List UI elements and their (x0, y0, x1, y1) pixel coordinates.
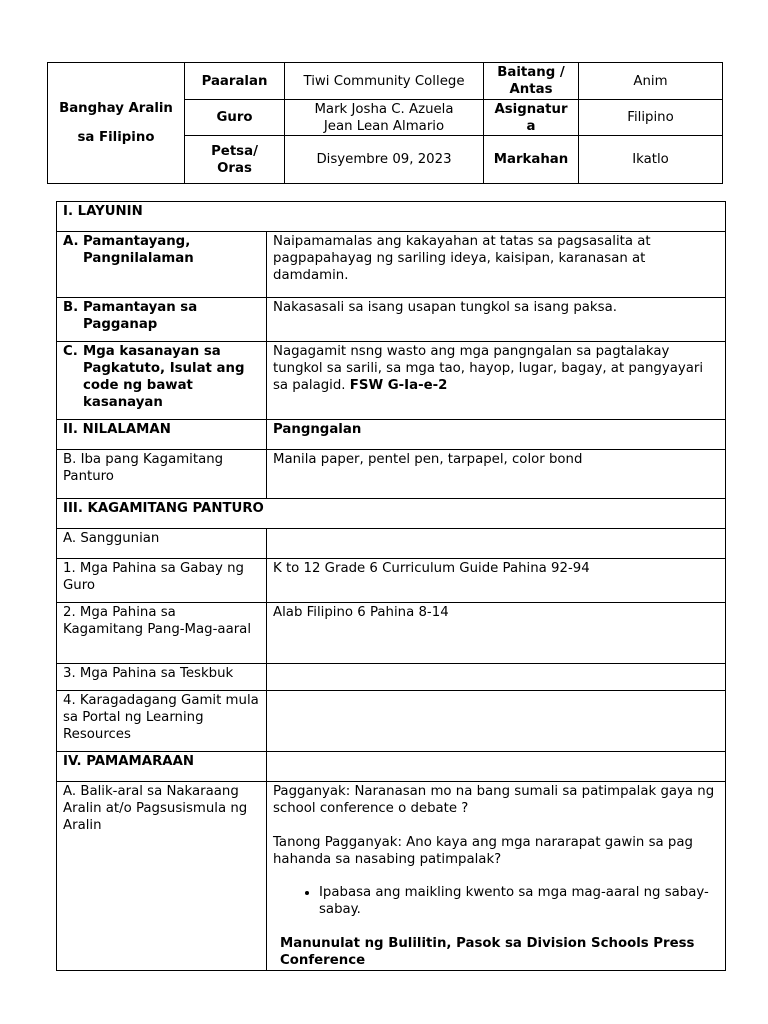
row-value: Naipamamalas ang kakayahan at tatas sa pagsasalita at pagpapahayag ng sariling ideya, kaisipan, karanasan at damdamin. (267, 232, 726, 298)
table-row (57, 232, 726, 298)
table-row (57, 420, 726, 450)
row-label: 3. Mga Pahina sa Teskbuk (57, 664, 267, 691)
table-row (57, 342, 726, 420)
row-value (267, 691, 726, 752)
section-heading: III. KAGAMITANG PANTURO (57, 499, 726, 529)
row-label: 4. Karagadagang Gamit mula sa Portal ng Learning Resources (57, 691, 267, 752)
table-row (57, 499, 726, 529)
pagganyak-text: Pagganyak: Naranasan mo na bang sumali sa patimpalak gaya ng school conference o debate ? (273, 784, 715, 816)
petsa-label: Petsa/ Oras (185, 136, 285, 184)
row-value: Pangngalan (267, 420, 726, 450)
asignatura-value: Filipino (579, 100, 723, 136)
markahan-label: Markahan (484, 136, 579, 184)
list-item: • Ipabasa ang maikling kwento sa mga mag-aaral ng sabay-sabay. (319, 884, 719, 918)
guro-value: Mark Josha C. Azuela Jean Lean Almario (285, 100, 484, 136)
paaralan-value: Tiwi Community College (285, 63, 484, 100)
petsa-value: Disyembre 09, 2023 (285, 136, 484, 184)
header-table (47, 62, 723, 184)
asignatura-label: Asignatur a (484, 100, 579, 136)
table-row (57, 782, 726, 971)
row-value (267, 529, 726, 559)
guro-label: Guro (185, 100, 285, 136)
row-label: 2. Mga Pahina sa Kagamitang Pang-Mag-aaral (57, 603, 267, 664)
row-value (267, 782, 726, 971)
row-value: Alab Filipino 6 Pahina 8-14 (267, 603, 726, 664)
section-heading: I. LAYUNIN (57, 202, 726, 232)
table-row (57, 298, 726, 342)
row-value: K to 12 Grade 6 Curriculum Guide Pahina 92-94 (267, 559, 726, 603)
row-value (267, 664, 726, 691)
baitang-value: Anim (579, 63, 723, 100)
instruction-list (273, 884, 719, 918)
table-row (57, 529, 726, 559)
row-label: A. Balik-aral sa Nakaraang Aralin at/o Pagsusismula ng Aralin (57, 782, 267, 971)
lesson-plan-table (56, 201, 726, 971)
row-label: B. Pamantayan sa Pagganap (63, 300, 198, 332)
row-label: 1. Mga Pahina sa Gabay ng Guro (57, 559, 267, 603)
table-row (57, 450, 726, 499)
table-row (57, 691, 726, 752)
row-value: Manila paper, pentel pen, tarpapel, color bond (267, 450, 726, 499)
table-row (57, 202, 726, 232)
table-row (57, 559, 726, 603)
baitang-label: Baitang / Antas (484, 63, 579, 100)
paaralan-label: Paaralan (185, 63, 285, 100)
section-heading: IV. PAMAMARAAN (57, 752, 267, 782)
competency-code: FSW G-Ia-e-2 (349, 378, 448, 393)
row-label: B. Iba pang Kagamitang Panturo (57, 450, 267, 499)
row-label: A. Sanggunian (57, 529, 267, 559)
table-row (57, 752, 726, 782)
row-label: C. Mga kasanayan sa Pagkatuto, Isulat ang code ng bawat kasanayan (63, 344, 245, 410)
table-row (57, 603, 726, 664)
table-row (57, 664, 726, 691)
tanong-pagganyak-text: Tanong Pagganyak: Ano kaya ang mga nararapat gawin sa pag hahanda sa nasabing patimpalak? (273, 835, 693, 867)
markahan-value: Ikatlo (579, 136, 723, 184)
row-value: Nagagamit nsng wasto ang mga pangngalan sa pagtalakay tungkol sa sarili, sa mga tao, hayop, lugar, bagay, at pangyayari sa palagid. FSW G-Ia-e-2 (267, 342, 726, 420)
row-label: A. Pamantayang, Pangnilalaman (63, 234, 194, 266)
story-title: Manunulat ng Bulilitin, Pasok sa Division Schools Press Conference (280, 936, 695, 968)
lesson-plan-title: Banghay Aralin sa Filipino (48, 63, 185, 184)
section-heading: II. NILALAMAN (57, 420, 267, 450)
row-value: Nakasasali sa isang usapan tungkol sa isang paksa. (267, 298, 726, 342)
